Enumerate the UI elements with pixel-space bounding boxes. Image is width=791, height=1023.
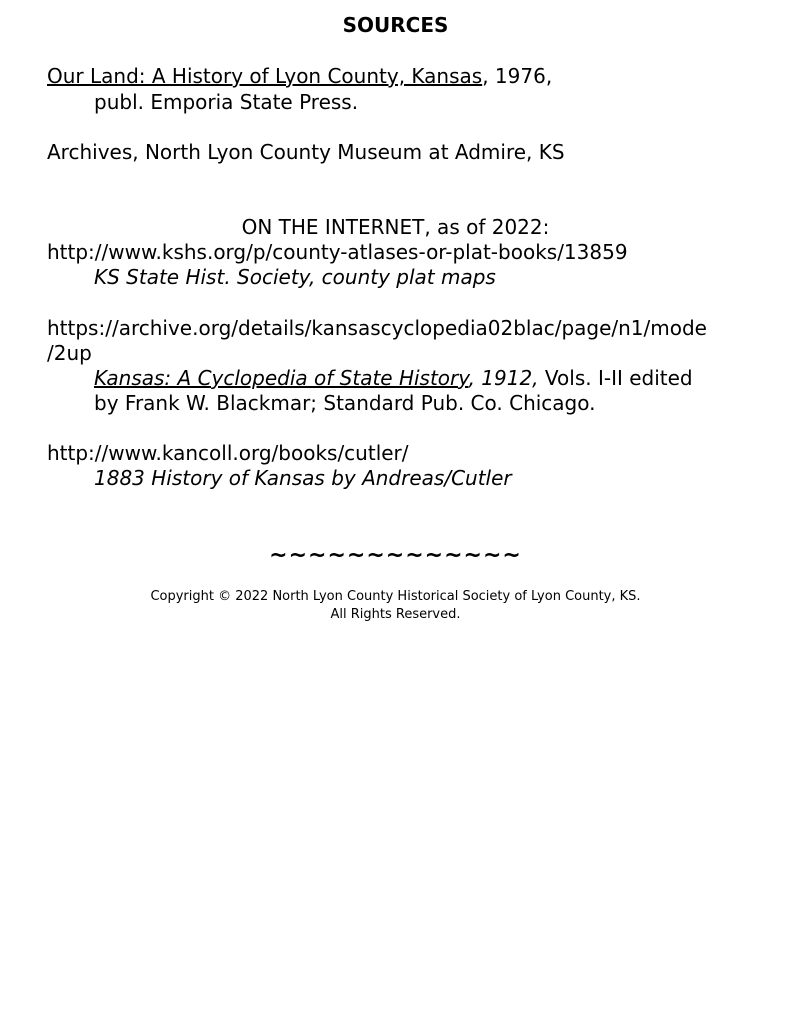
web-source-kshs-url: http://www.kshs.org/p/county-atlases-or-plat-books/13859 [47, 240, 628, 264]
web-source-archive-desc [94, 365, 693, 391]
web-source-archive-editor: by Frank W. Blackmar; Standard Pub. Co. Chicago. [94, 391, 596, 415]
web-source-archive-url-line1: https://archive.org/details/kansascyclopedia02blac/page/n1/mode [47, 316, 707, 340]
tilde-divider: ~~~~~~~~~~~~~ [269, 543, 522, 568]
source-our-land [47, 63, 552, 89]
web-source-kshs-desc: KS State Hist. Society, county plat maps [94, 265, 496, 289]
source-our-land-year: , 1976, [482, 64, 553, 88]
page-title: SOURCES [342, 13, 449, 37]
web-source-archive-url-line2: /2up [47, 341, 92, 365]
copyright-line1: Copyright © 2022 North Lyon County Historical Society of Lyon County, KS. [150, 589, 641, 604]
source-our-land-publisher: publ. Emporia State Press. [94, 90, 359, 114]
source-our-land-title: Our Land: A History of Lyon County, Kansas [47, 64, 483, 88]
source-archives: Archives, North Lyon County Museum at Admire, KS [47, 140, 565, 164]
web-source-archive-vols: Vols. I-II edited [538, 366, 693, 390]
web-source-archive-year: , 1912, [468, 366, 539, 390]
web-source-kancoll-desc: 1883 History of Kansas by Andreas/Cutler [94, 466, 512, 490]
web-source-kancoll-url: http://www.kancoll.org/books/cutler/ [47, 441, 409, 465]
web-source-archive-title: Kansas: A Cyclopedia of State History [94, 366, 469, 390]
copyright-line2: All Rights Reserved. [330, 607, 461, 622]
internet-heading: ON THE INTERNET, as of 2022: [241, 215, 550, 239]
